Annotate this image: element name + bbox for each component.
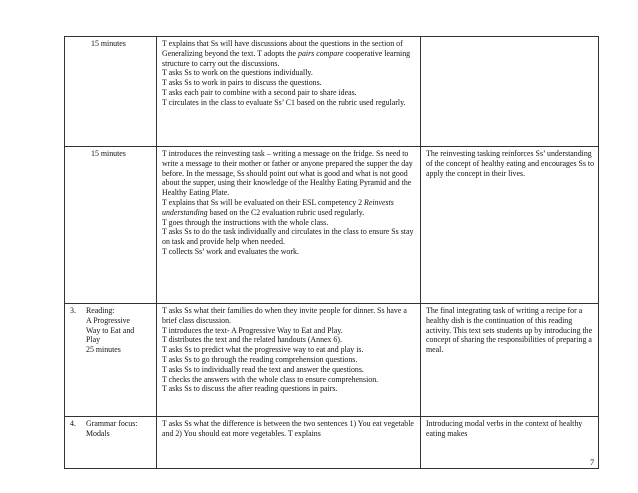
procedure-line: T asks Ss to work in pairs to discuss the questions. [162, 78, 322, 88]
procedure-cell [157, 417, 421, 469]
rationale-cell: Introducing modal verbs in the context of healthy eating makes [421, 417, 599, 469]
rationale-cell: The reinvesting tasking reinforces Ss’ understanding of the concept of healthy eating and encourages Ss to apply the concept in their lives. [421, 147, 599, 304]
page-number: 7 [590, 457, 595, 467]
activity-label: Reading: A Progressive Way to Eat and Play 25 minutes [86, 306, 135, 355]
procedure-line: T collects Ss’ work and evaluates the work. [162, 246, 299, 256]
procedure-cell [157, 304, 421, 417]
procedure-line: T explains that Ss will have discussions about the questions in the section of Generalizing beyond the text. T adopts the pairs compare cooperative learning structure to carry out the discussions. [162, 39, 411, 68]
procedure-line: T introduces the reinvesting task – writing a message on the fridge. Ss need to write a message to their mother or father or anyone prepared the supper the day before. In the message, Ss should point out what is good and what is not good about the supper, using their knowledge of the Healthy Eating Pyramid and the Healthy Eating Plate. [162, 149, 413, 198]
procedure-line: T asks Ss to go through the reading comprehension questions. [162, 354, 358, 364]
procedure-line: T checks the answers with the whole class to ensure comprehension. [162, 374, 379, 384]
procedure-line: T circulates in the class to evaluate Ss’ C1 based on the rubric used regularly. [162, 97, 406, 107]
table-row [65, 37, 599, 147]
procedure-line: T asks Ss to do the task individually and circulates in the class to ensure Ss stay on task and provide help when needed. [162, 227, 414, 247]
procedure-line: T distributes the text and the related handouts (Annex 6). [162, 335, 342, 345]
procedure-cell [157, 147, 421, 304]
procedure-line: T asks Ss what their families do when they invite people for dinner. Ss have a brief class discussion. [162, 306, 407, 325]
rationale-cell [421, 37, 599, 147]
procedure-line: T asks Ss to discuss the after reading questions in pairs. [162, 384, 338, 394]
procedure-line: T introduces the text- A Progressive Way to Eat and Play. [162, 325, 343, 335]
procedure-line: T asks each pair to combine with a second pair to share ideas. [162, 87, 357, 97]
procedure-line: T goes through the instructions with the whole class. [162, 217, 329, 227]
activity-cell [65, 304, 157, 417]
procedure-line: T asks Ss to predict what the progressive way to eat and play is. [162, 345, 364, 355]
activity-number: 3. [70, 306, 76, 315]
rationale-cell: The final integrating task of writing a recipe for a healthy dish is the continuation of this reading activity. This text sets students up by introducing the concept of sharing the responsibilities of preparing a meal. [421, 304, 599, 417]
activity-number: 4. [70, 419, 76, 428]
lesson-plan-table [64, 36, 599, 469]
procedure-line: T asks Ss to work on the questions individually. [162, 68, 313, 78]
procedure-line: T asks Ss what the difference is between the two sentences 1) You eat vegetable and 2) You should eat more vegetables. T explains [162, 419, 414, 438]
time-cell [65, 147, 157, 304]
procedure-line: T asks Ss to individually read the text and answer the questions. [162, 364, 364, 374]
time-cell [65, 37, 157, 147]
procedure-line: T explains that Ss will be evaluated on their ESL competency 2 Reinvests understanding based on the C2 evaluation rubric used regularly. [162, 197, 394, 217]
procedure-cell [157, 37, 421, 147]
time-label: 15 minutes [91, 39, 126, 48]
table-row [65, 304, 599, 417]
table-row [65, 147, 599, 304]
activity-label: Grammar focus: Modals [86, 419, 138, 438]
activity-cell [65, 417, 157, 469]
time-label: 15 minutes [91, 149, 126, 158]
table-row [65, 417, 599, 469]
